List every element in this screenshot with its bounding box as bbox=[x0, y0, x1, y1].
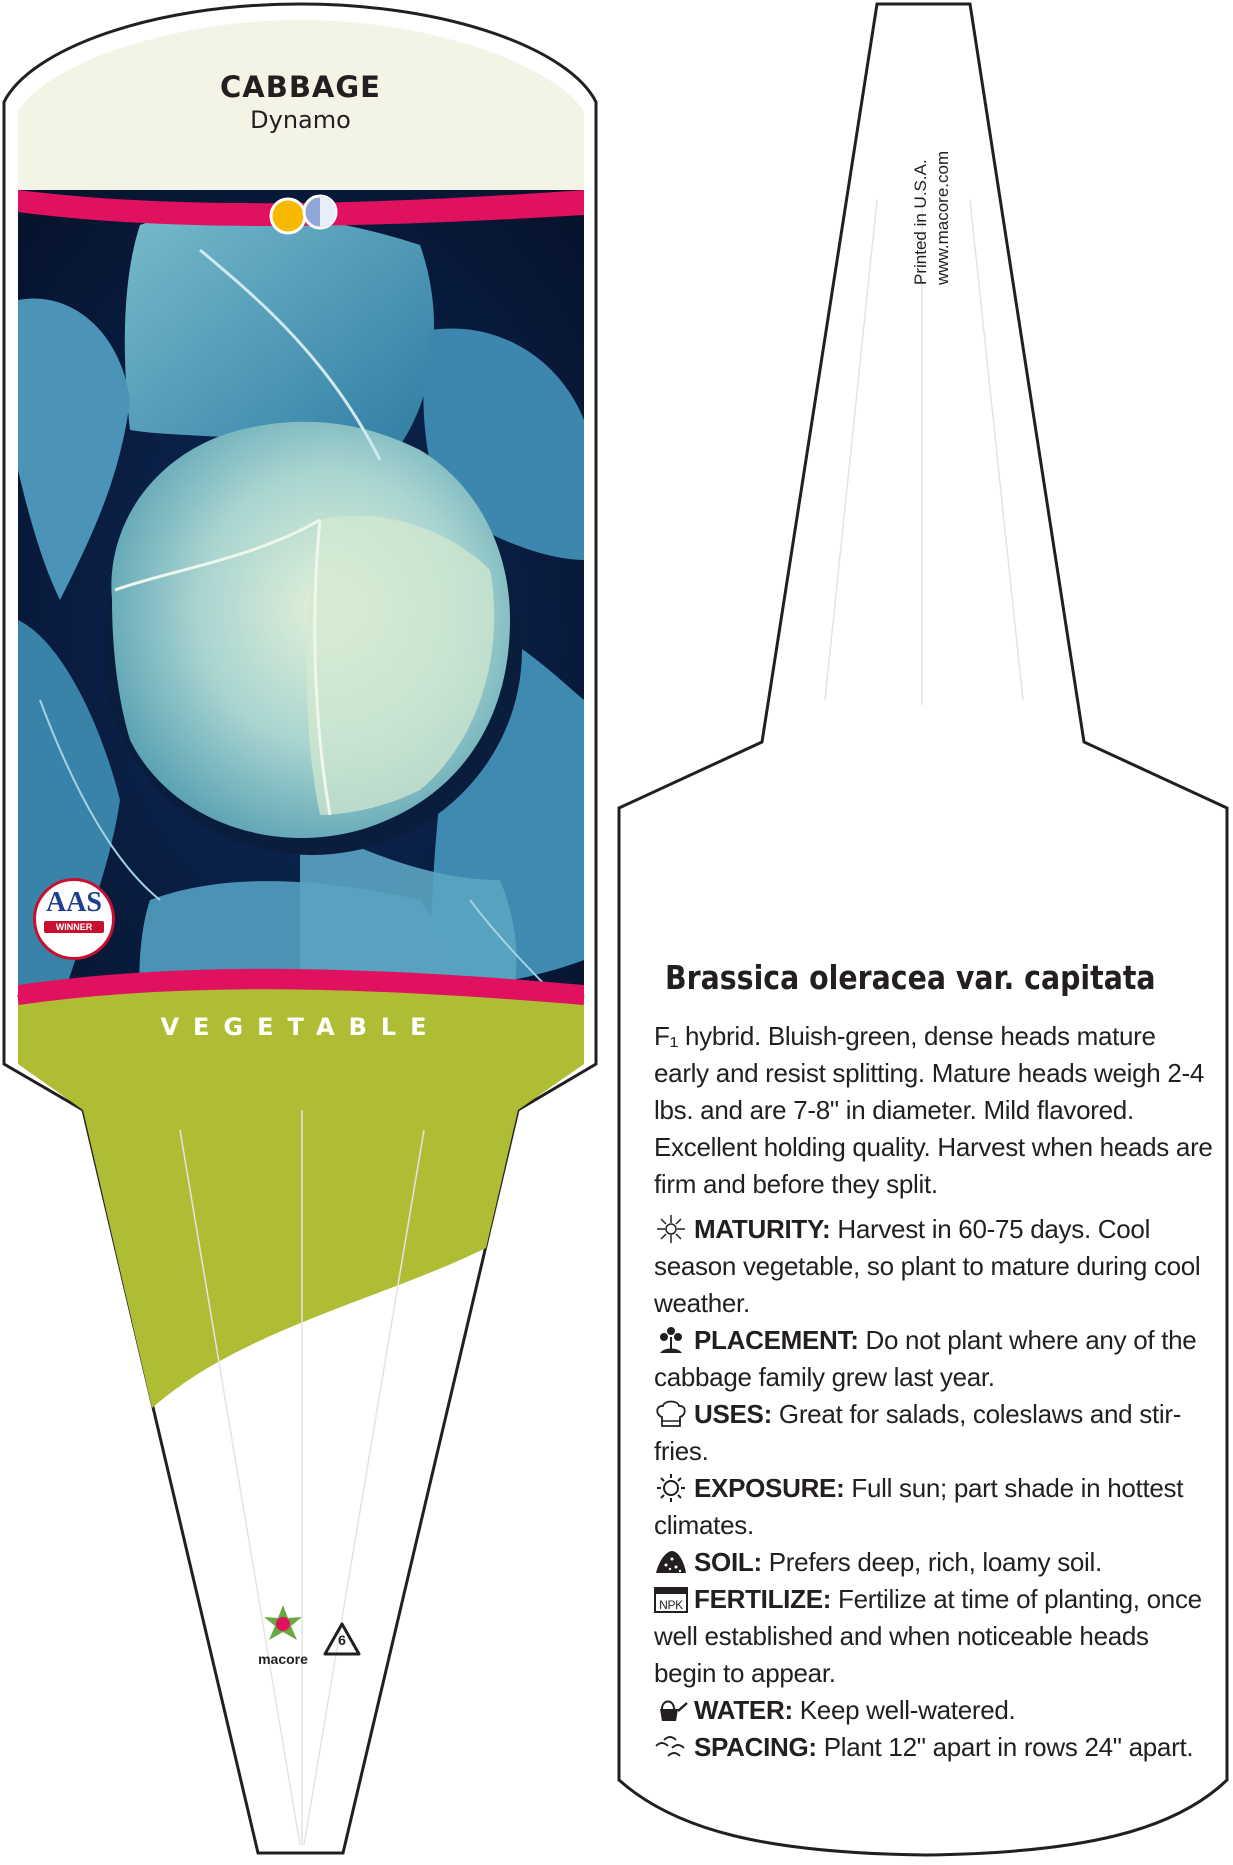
back-tag bbox=[615, 0, 1233, 1865]
spacing-icon bbox=[654, 1732, 688, 1762]
macore-star-icon bbox=[263, 1605, 303, 1645]
placement-label: PLACEMENT: bbox=[694, 1325, 859, 1355]
water-label: WATER: bbox=[694, 1695, 793, 1725]
water-text: Keep well-watered. bbox=[792, 1695, 1016, 1725]
sun-exposure-icon bbox=[266, 192, 342, 236]
exposure-label: EXPOSURE: bbox=[694, 1473, 845, 1503]
uses-label: USES: bbox=[694, 1399, 772, 1429]
placement-text: Do not plant where any of the cabbage family grew last year. bbox=[654, 1325, 1197, 1392]
svg-text:NPK: NPK bbox=[659, 1598, 683, 1612]
spacing-label: SPACING: bbox=[694, 1732, 817, 1762]
macore-logo bbox=[244, 1605, 322, 1665]
recycle-number: 6 bbox=[338, 1632, 346, 1648]
soil-entry bbox=[654, 1544, 1214, 1581]
water-entry bbox=[654, 1692, 1214, 1729]
placement-entry bbox=[654, 1322, 1214, 1396]
aas-badge-label: AAS bbox=[45, 887, 102, 918]
soil-text: Prefers deep, rich, loamy soil. bbox=[761, 1547, 1102, 1577]
printed-info bbox=[910, 151, 954, 285]
latin-name: Brassica oleracea var. capitata bbox=[665, 958, 1156, 997]
fertilize-text: Fertilize at time of planting, once well established and when noticeable heads begin to appear. bbox=[654, 1584, 1202, 1688]
spacing-entry bbox=[654, 1729, 1214, 1766]
maturity-entry bbox=[654, 1211, 1214, 1322]
aas-winner-badge bbox=[33, 878, 115, 960]
npk-icon bbox=[654, 1584, 688, 1614]
exposure-text: Full sun; part shade in hottest climates. bbox=[654, 1473, 1184, 1540]
spacing-text: Plant 12" apart in rows 24" apart. bbox=[816, 1732, 1194, 1762]
front-tag bbox=[0, 0, 600, 1865]
maturity-label: MATURITY: bbox=[694, 1214, 831, 1244]
flower-icon bbox=[654, 1214, 688, 1244]
soil-label: SOIL: bbox=[694, 1547, 762, 1577]
variety-name: Dynamo bbox=[250, 106, 351, 134]
soil-icon bbox=[654, 1547, 688, 1577]
plant-icon bbox=[654, 1325, 688, 1355]
printed-in-label: Printed in U.S.A. bbox=[911, 159, 930, 285]
sun-icon bbox=[654, 1473, 688, 1503]
tag-title bbox=[18, 70, 583, 134]
website-label: www.macore.com bbox=[933, 150, 952, 285]
description: F₁ hybrid. Bluish-green, dense heads mature early and resist splitting. Mature heads weigh 2-4 lbs. and are 7-8" in diameter. Mild flavored. Excellent holding quality. Harvest when heads are firm and before they split. bbox=[654, 1021, 1213, 1199]
macore-logo-text: macore bbox=[258, 1651, 308, 1667]
common-name: CABBAGE bbox=[220, 70, 381, 104]
uses-text: Great for salads, coleslaws and stir-fries. bbox=[654, 1399, 1182, 1466]
cabbage-photo bbox=[18, 190, 584, 1008]
uses-entry bbox=[654, 1396, 1214, 1470]
recycle-icon bbox=[322, 1620, 362, 1660]
watering-can-icon bbox=[654, 1695, 688, 1725]
fertilize-entry bbox=[654, 1581, 1214, 1692]
maturity-text: Harvest in 60-75 days. Cool season vegetable, so plant to mature during cool weather. bbox=[654, 1214, 1201, 1318]
category-label: VEGETABLE bbox=[160, 1013, 441, 1041]
chef-hat-icon bbox=[654, 1399, 688, 1429]
fertilize-label: FERTILIZE: bbox=[694, 1584, 832, 1614]
care-info bbox=[654, 1018, 1214, 1766]
aas-badge-winner: WINNER bbox=[44, 921, 104, 933]
exposure-entry bbox=[654, 1470, 1214, 1544]
